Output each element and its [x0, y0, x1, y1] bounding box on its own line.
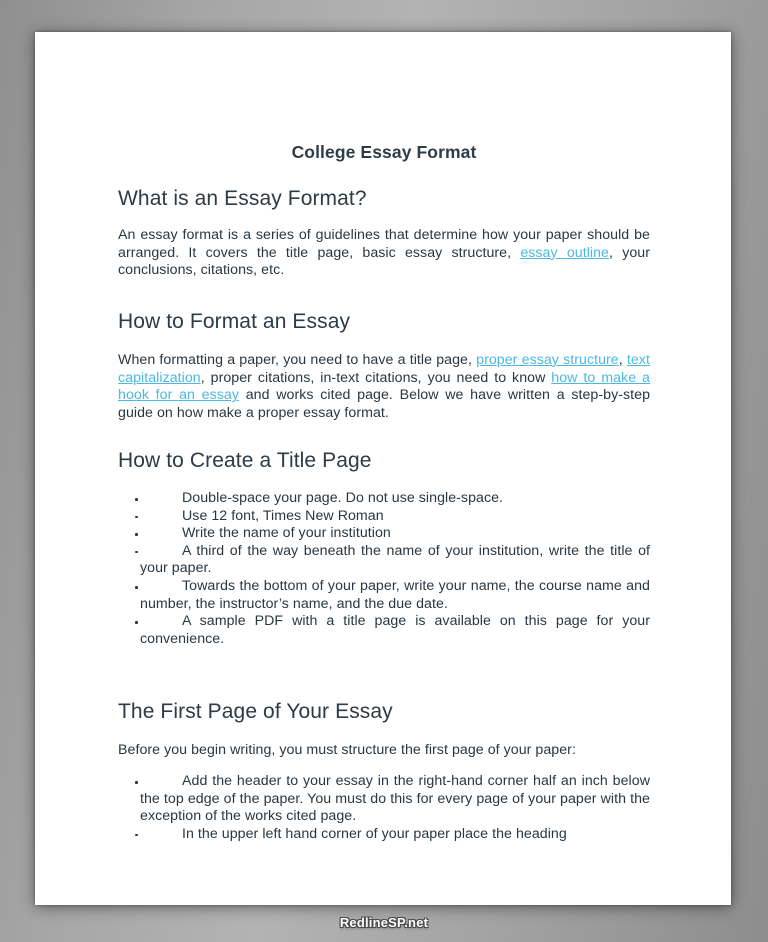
section-heading-how-to-format-an-essay: How to Format an Essay: [118, 310, 351, 333]
section-heading-how-to-create-a-title-page: How to Create a Title Page: [118, 449, 372, 472]
document-content: [118, 32, 650, 905]
section-heading-what-is-an-essay-format: What is an Essay Format?: [118, 187, 367, 210]
link-proper-essay-structure[interactable]: proper essay structure: [476, 352, 619, 368]
section-paragraph-how-to-format-an-essay: [118, 352, 650, 422]
list-item-text: Add the header to your essay in the right-hand corner half an inch below the top edge of the paper. You must do this for every page of your paper with the exception of the works cited page.: [140, 773, 650, 825]
list-item: [118, 490, 650, 508]
list-item-text: Double-space your page. Do not use single-space.: [182, 490, 504, 506]
first-page-bullet-list: [118, 773, 650, 843]
section-heading-the-first-page-of-your-essay: The First Page of Your Essay: [118, 700, 393, 723]
list-item: [118, 508, 650, 526]
list-item: [118, 826, 650, 844]
page-title: College Essay Format: [291, 142, 477, 162]
list-item: [118, 613, 650, 648]
paragraph-text: When formatting a paper, you need to have a title page,: [118, 352, 477, 368]
list-item-text: Use 12 font, Times New Roman: [182, 507, 384, 524]
document-page: [35, 32, 731, 905]
section-intro-first-page: Before you begin writing, you must structure the first page of your paper:: [118, 742, 576, 758]
link-essay-outline[interactable]: essay outline: [520, 244, 609, 261]
paragraph-text: , your conclusions, citations, etc.: [118, 244, 650, 279]
list-item: [118, 525, 650, 543]
list-item-text: Write the name of your institution: [182, 525, 391, 542]
list-item-text: A third of the way beneath the name of your institution, write the title of your paper.: [140, 542, 650, 577]
list-item: [118, 543, 650, 578]
list-item-text: Towards the bottom of your paper, write your name, the course name and number, the instructor’s name, and the due date.: [140, 577, 650, 612]
link-how-to-make-a-hook[interactable]: how to make a hook for an essay: [118, 369, 650, 404]
link-text-capitalization[interactable]: text capitalization: [118, 352, 650, 386]
site-watermark: RedlineSP.net: [339, 915, 429, 930]
list-item: [118, 773, 650, 826]
paragraph-text: ,: [618, 352, 627, 368]
paragraph-text: and works cited page. Below we have written a step-by-step guide on how make a proper essay format.: [118, 387, 651, 421]
list-item: [118, 578, 650, 613]
paragraph-text: An essay format is a series of guidelines that determine how your paper should be arranged. It covers the title page, basic essay structure,: [118, 227, 650, 261]
section-paragraph-what-is-an-essay-format: [118, 227, 650, 280]
list-item-text: In the upper left hand corner of your paper place the heading: [182, 825, 567, 842]
paragraph-text: , proper citations, in-text citations, you need to know: [200, 369, 552, 386]
title-page-bullet-list: [118, 490, 650, 648]
list-item-text: A sample PDF with a title page is available on this page for your convenience.: [140, 613, 650, 647]
